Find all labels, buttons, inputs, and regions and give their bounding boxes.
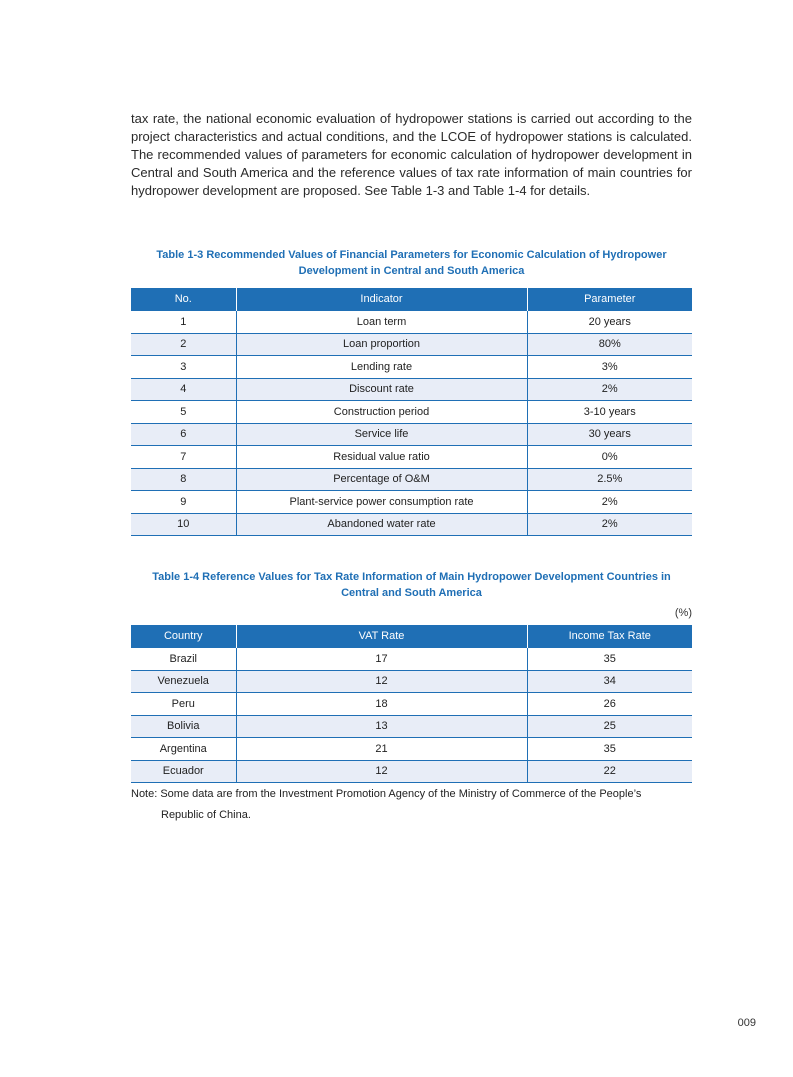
table-cell: 18: [236, 693, 527, 716]
table-note: [131, 784, 692, 826]
table-body: [131, 311, 692, 536]
table-cell: 10: [131, 513, 236, 536]
table-cell: 6: [131, 423, 236, 446]
table-cell: 2%: [527, 491, 692, 514]
table-1-4-caption: [131, 570, 692, 601]
table-row: [131, 715, 692, 738]
table-cell: 35: [527, 648, 692, 671]
table-row: [131, 760, 692, 783]
column-header: Indicator: [236, 288, 527, 311]
page-number: 009: [737, 1017, 756, 1029]
table-cell: Residual value ratio: [236, 446, 527, 469]
table-cell: 34: [527, 670, 692, 693]
table-row: [131, 356, 692, 379]
table-1-4: [131, 625, 692, 783]
column-header: VAT Rate: [236, 625, 527, 648]
table-1-3: [131, 288, 692, 536]
table-cell: Argentina: [131, 738, 236, 761]
table-cell: 8: [131, 468, 236, 491]
table-cell: 35: [527, 738, 692, 761]
table-cell: Loan proportion: [236, 333, 527, 356]
table-cell: 4: [131, 378, 236, 401]
table-cell: 3: [131, 356, 236, 379]
table-cell: Plant-service power consumption rate: [236, 491, 527, 514]
table-cell: 25: [527, 715, 692, 738]
table-cell: 12: [236, 670, 527, 693]
table-cell: Loan term: [236, 311, 527, 334]
table-row: [131, 491, 692, 514]
table-cell: Bolivia: [131, 715, 236, 738]
table-cell: 5: [131, 401, 236, 424]
column-header: Parameter: [527, 288, 692, 311]
table-cell: Discount rate: [236, 378, 527, 401]
table-cell: 3%: [527, 356, 692, 379]
table-cell: 80%: [527, 333, 692, 356]
table-cell: Brazil: [131, 648, 236, 671]
table-row: [131, 648, 692, 671]
table-row: [131, 401, 692, 424]
table-cell: Construction period: [236, 401, 527, 424]
table-header-row: [131, 625, 692, 648]
table-cell: 30 years: [527, 423, 692, 446]
table-row: [131, 670, 692, 693]
intro-paragraph: tax rate, the national economic evaluation of hydropower stations is carried out according to the project characteristics and actual conditions, and the LCOE of hydropower stations is calculated. The recommended values of parameters for economic calculation of hydropower development in Central and South America and the reference values of tax rate information of main countries for hydropower development are proposed. See Table 1-3 and Table 1-4 for details.: [131, 111, 692, 198]
table-cell: Venezuela: [131, 670, 236, 693]
table-body: [131, 648, 692, 783]
table-cell: Percentage of O&M: [236, 468, 527, 491]
table-cell: 2: [131, 333, 236, 356]
table-row: [131, 311, 692, 334]
table-cell: 2.5%: [527, 468, 692, 491]
table-cell: 3-10 years: [527, 401, 692, 424]
table-row: [131, 423, 692, 446]
table-cell: 13: [236, 715, 527, 738]
table-cell: Ecuador: [131, 760, 236, 783]
table-row: [131, 738, 692, 761]
note-line: Note: Some data are from the Investment Promotion Agency of the Ministry of Commerce of the People’s: [131, 788, 642, 800]
table-cell: 17: [236, 648, 527, 671]
table-cell: Service life: [236, 423, 527, 446]
table-cell: 1: [131, 311, 236, 334]
unit-label: (%): [674, 607, 692, 619]
table-cell: 26: [527, 693, 692, 716]
table-1-3-caption: [131, 248, 692, 279]
table-cell: 22: [527, 760, 692, 783]
table-cell: 2%: [527, 513, 692, 536]
column-header: Country: [131, 625, 236, 648]
table-cell: 21: [236, 738, 527, 761]
table-header-row: [131, 288, 692, 311]
table-row: [131, 446, 692, 469]
caption-line: Table 1-4 Reference Values for Tax Rate Information of Main Hydropower Development Countries in: [152, 571, 671, 583]
table-cell: 12: [236, 760, 527, 783]
column-header: No.: [131, 288, 236, 311]
caption-line: Table 1-3 Recommended Values of Financial Parameters for Economic Calculation of Hydropower: [156, 249, 667, 261]
table-cell: 20 years: [527, 311, 692, 334]
table-cell: Abandoned water rate: [236, 513, 527, 536]
table-cell: 2%: [527, 378, 692, 401]
table-cell: 9: [131, 491, 236, 514]
caption-line: Central and South America: [341, 586, 482, 599]
table-row: [131, 693, 692, 716]
note-line: Republic of China.: [161, 809, 251, 821]
table-row: [131, 513, 692, 536]
table-row: [131, 378, 692, 401]
table-row: [131, 333, 692, 356]
column-header: Income Tax Rate: [527, 625, 692, 648]
caption-line: Development in Central and South America: [298, 264, 525, 277]
table-cell: Lending rate: [236, 356, 527, 379]
table-cell: Peru: [131, 693, 236, 716]
table-cell: 0%: [527, 446, 692, 469]
table-row: [131, 468, 692, 491]
table-cell: 7: [131, 446, 236, 469]
